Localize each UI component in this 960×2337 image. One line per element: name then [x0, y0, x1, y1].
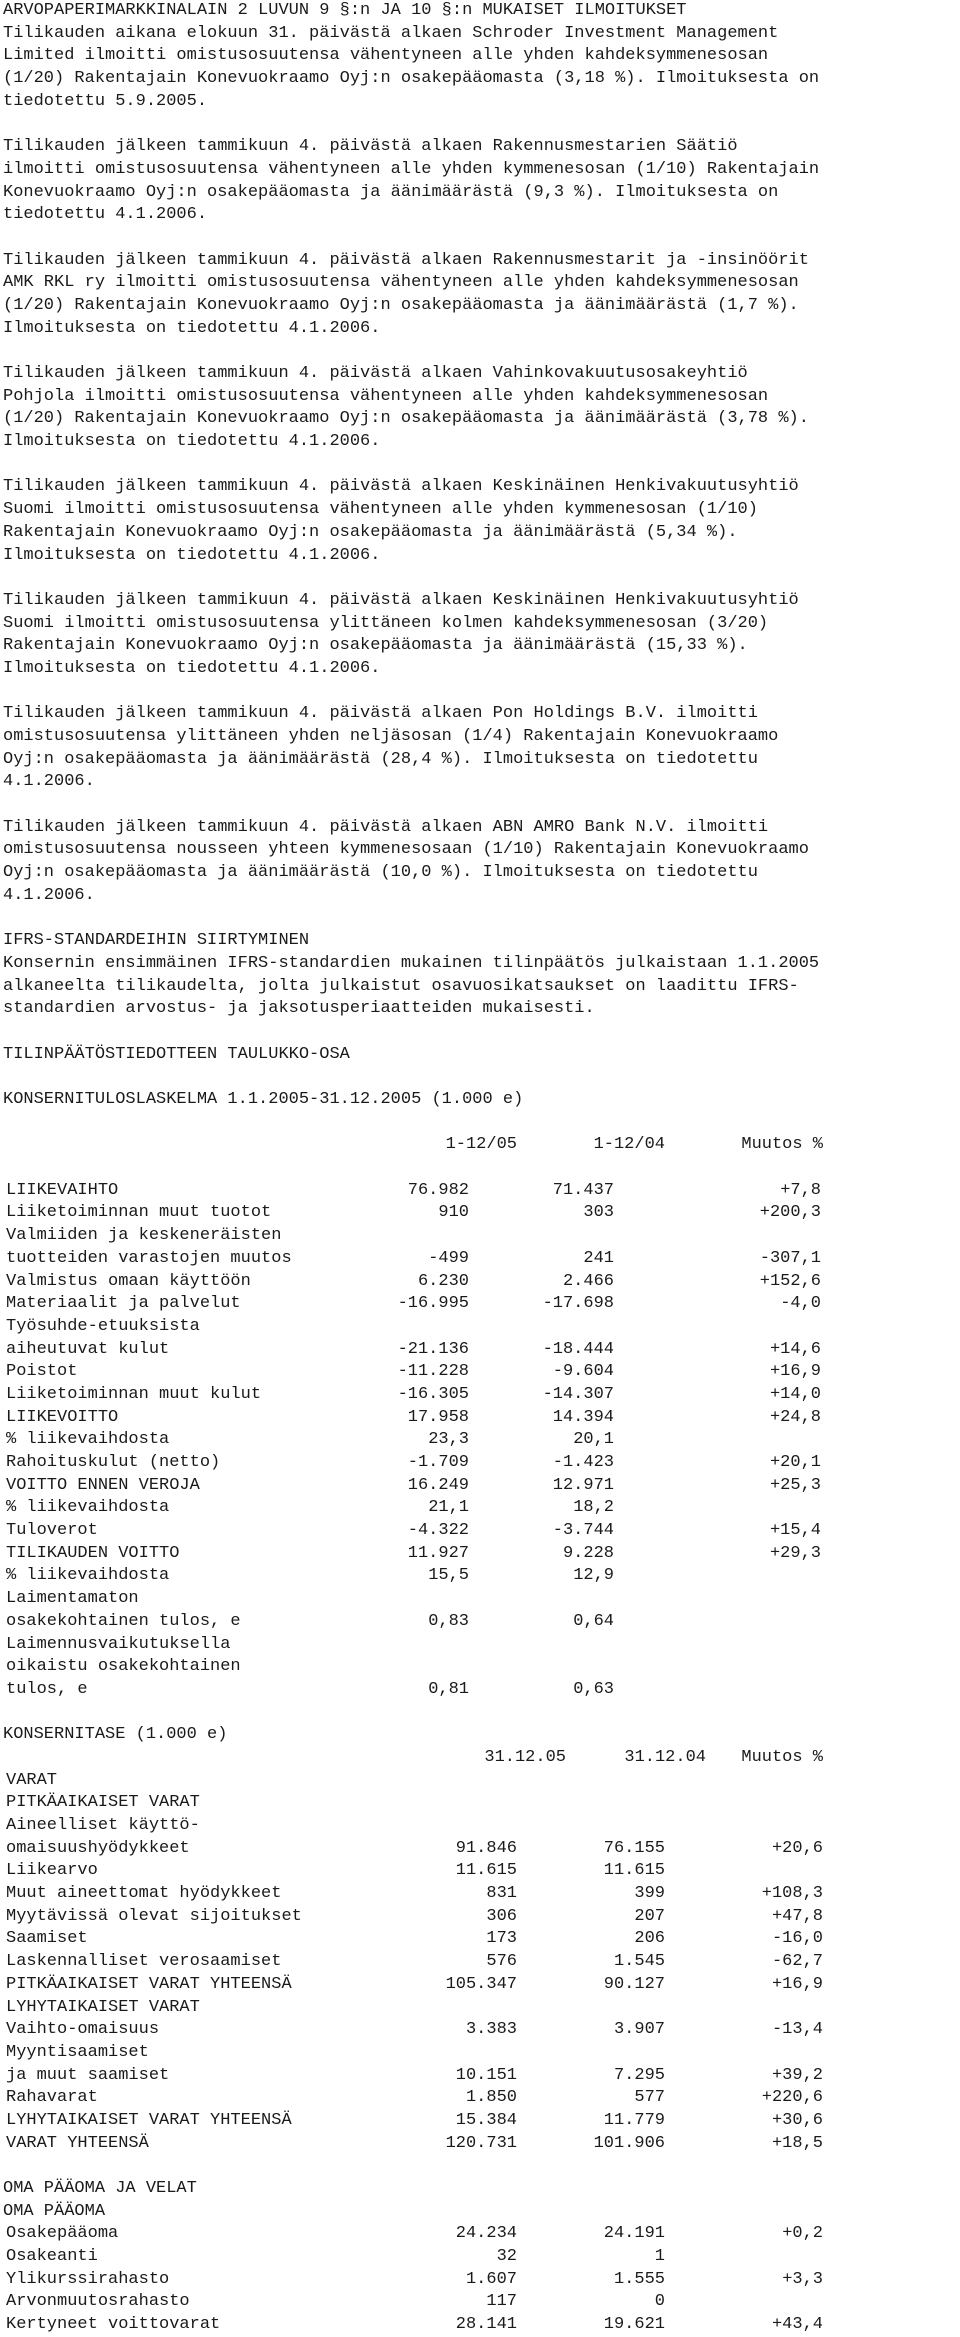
row-value-previous: 0: [654, 2292, 665, 2312]
table-row: [3, 1316, 948, 1339]
balance-header-col3: Muutos %: [741, 1747, 823, 1767]
table-row: [3, 1838, 948, 1861]
notice-paragraph: [3, 817, 948, 908]
notice-line: Tilikauden jälkeen tammikuun 4. päivästä alkaen Keskinäinen Henkivakuutusyhtiö: [3, 590, 799, 610]
notice-line: omistusosuutensa ylittäneen yhden neljäsosan (1/4) Rakentajain Konevuokraamo: [3, 727, 779, 746]
row-change: -16,0: [771, 1929, 823, 1949]
row-change: +39,2: [771, 2065, 823, 2085]
notice-line: Ilmoituksesta on tiedotettu 4.1.2006.: [3, 318, 381, 338]
notice-line: Tilikauden jälkeen tammikuun 4. päivästä alkaen Rakennusmestarit ja -insinöörit: [3, 250, 809, 270]
row-label: ja muut saamiset: [6, 2065, 170, 2085]
row-change: +0,2: [782, 2224, 823, 2244]
row-value-current: 576: [486, 1952, 517, 1972]
row-label: Aineelliset käyttö-: [6, 1816, 200, 1835]
equity-subtitle: OMA PÄÄOMA: [3, 2201, 106, 2221]
row-label: Liiketoiminnan muut tuotot: [6, 1203, 272, 1223]
row-label: LIIKEVAIHTO: [6, 1180, 119, 1200]
row-value-previous: 1.555: [613, 2269, 665, 2289]
row-value-current: 1.607: [465, 2269, 517, 2289]
row-value-previous: -14.307: [542, 1384, 614, 1404]
row-label: Muut aineettomat hyödykkeet: [6, 1884, 282, 1904]
notice-line: Ilmoituksesta on tiedotettu 4.1.2006.: [3, 545, 381, 565]
row-change: +7,8: [780, 1180, 821, 1200]
table-row: [3, 2042, 948, 2065]
row-change: +14,0: [769, 1384, 821, 1404]
row-value-previous: 207: [634, 1906, 665, 1926]
row-label: osakekohtainen tulos, e: [6, 1611, 241, 1631]
row-value-current: 3.383: [465, 2020, 517, 2040]
row-label: omaisuushyödykkeet: [6, 1838, 190, 1858]
row-change: +220,6: [761, 2088, 823, 2108]
row-value-current: 117: [486, 2292, 517, 2312]
row-value-previous: 1.545: [613, 1952, 665, 1972]
balance-header-col1: 31.12.05: [484, 1747, 566, 1767]
balance-header-row: [3, 1747, 948, 1770]
table-row: [3, 1815, 948, 1838]
row-value-current: 23,3: [428, 1430, 469, 1450]
row-value-current: 173: [486, 1929, 517, 1949]
ifrs-line: Konsernin ensimmäinen IFRS-standardien mukainen tilinpäätös julkaistaan 1.1.2005: [3, 953, 820, 973]
notice-line: 4.1.2006.: [3, 885, 95, 905]
notice-line: Oyj:n osakepääomasta ja äänimäärästä (28,4 %). Ilmoituksesta on tiedotettu: [3, 749, 758, 769]
row-value-previous: 76.155: [603, 1838, 665, 1858]
notice-line: Ilmoituksesta on tiedotettu 4.1.2006.: [3, 658, 381, 678]
row-label: VARAT YHTEENSÄ: [6, 2133, 149, 2153]
tables-heading-text: TILINPÄÄTÖSTIEDOTTEEN TAULUKKO-OSA: [3, 1044, 350, 1064]
table-row: [3, 1860, 948, 1883]
row-label: % liikevaihdosta: [6, 1566, 170, 1586]
row-value-previous: 9.228: [562, 1543, 614, 1563]
table-row: [3, 2314, 948, 2337]
row-label: Rahoituskulut (netto): [6, 1453, 221, 1472]
row-value-current: 105.347: [445, 1974, 517, 1994]
row-change: +25,3: [769, 1475, 821, 1495]
table-row: [3, 1951, 948, 1974]
row-change: +16,9: [771, 1974, 823, 1994]
row-value-previous: 90.127: [603, 1974, 665, 1994]
table-row: [3, 1679, 948, 1702]
row-value-previous: 20,1: [573, 1430, 614, 1450]
row-label: TILIKAUDEN VOITTO: [6, 1543, 180, 1563]
row-label: Arvonmuutosrahasto: [6, 2292, 190, 2312]
row-value-previous: 12.971: [552, 1475, 614, 1495]
row-change: +20,1: [769, 1453, 821, 1472]
table-row: [3, 1883, 948, 1906]
row-value-previous: -9.604: [552, 1362, 614, 1382]
row-value-previous: 0,63: [573, 1679, 614, 1699]
table-row: [3, 1475, 948, 1498]
equity-title: OMA PÄÄOMA JA VELAT: [3, 2179, 197, 2198]
notice-paragraph: [3, 476, 948, 567]
row-label: LYHYTAIKAISET VARAT: [6, 1997, 200, 2017]
row-label: Myyntisaamiset: [6, 2042, 149, 2062]
row-value-previous: 399: [634, 1884, 665, 1904]
row-value-current: -16.995: [397, 1294, 469, 1314]
income-rows: [3, 1180, 948, 1702]
row-label: Poistot: [6, 1362, 78, 1382]
table-row: [3, 1611, 948, 1634]
table-row: [3, 1180, 948, 1203]
row-value-current: 306: [486, 1906, 517, 1926]
table-row: [3, 1225, 948, 1248]
row-label: Materiaalit ja palvelut: [6, 1294, 241, 1314]
intro-line: Tilikauden aikana elokuun 31. päivästä alkaen Schroder Investment Management: [3, 23, 779, 43]
row-label: Osakepääoma: [6, 2224, 119, 2244]
row-value-current: 24.234: [455, 2224, 517, 2244]
notice-line: 4.1.2006.: [3, 772, 95, 792]
row-value-previous: -17.698: [542, 1294, 614, 1314]
notice-line: Suomi ilmoitti omistusosuutensa vähentyneen alle yhden kymmenesosan (1/10): [3, 500, 758, 520]
equity-rows: [3, 2223, 948, 2336]
row-value-current: 120.731: [445, 2133, 517, 2153]
row-value-previous: 2.466: [562, 1271, 614, 1291]
row-label: oikaistu osakekohtainen: [6, 1657, 241, 1677]
row-value-current: 15.384: [455, 2110, 517, 2130]
notice-line: ilmoitti omistusosuutensa vähentyneen alle yhden kymmenesosan (1/10) Rakentajain: [3, 159, 820, 179]
row-value-current: -1.709: [407, 1453, 469, 1472]
row-change: +152,6: [759, 1271, 821, 1291]
notice-line: Konevuokraamo Oyj:n osakepääomasta ja äänimäärästä (9,3 %). Ilmoituksesta on: [3, 182, 779, 202]
row-value-previous: 11.779: [603, 2110, 665, 2130]
table-row: [3, 1974, 948, 1997]
notice-line: (1/20) Rakentajain Konevuokraamo Oyj:n osakepääomasta ja äänimäärästä (1,7 %).: [3, 295, 799, 315]
row-value-previous: 577: [634, 2088, 665, 2108]
row-value-current: -499: [428, 1248, 469, 1268]
notice-line: Ilmoituksesta on tiedotettu 4.1.2006.: [3, 432, 381, 452]
row-change: +200,3: [759, 1203, 821, 1223]
row-value-previous: 3.907: [613, 2020, 665, 2040]
income-header-col2: 1-12/04: [593, 1135, 665, 1155]
table-row: [3, 1361, 948, 1384]
row-label: PITKÄAIKAISET VARAT YHTEENSÄ: [6, 1974, 292, 1994]
row-value-previous: 71.437: [552, 1180, 614, 1200]
table-row: [3, 2110, 948, 2133]
notice-line: Tilikauden jälkeen tammikuun 4. päivästä alkaen Rakennusmestarien Säätiö: [3, 137, 738, 157]
notice-line: Suomi ilmoitti omistusosuutensa ylittäneen kolmen kahdeksymmenesosan (3/20): [3, 613, 769, 633]
notice-paragraph: [3, 590, 948, 681]
row-change: +18,5: [771, 2133, 823, 2153]
row-label: % liikevaihdosta: [6, 1430, 170, 1450]
table-row: [3, 1792, 948, 1815]
table-row: [3, 1293, 948, 1316]
row-value-previous: 303: [583, 1203, 614, 1223]
row-value-current: 15,5: [428, 1566, 469, 1586]
row-change: +3,3: [782, 2269, 823, 2289]
row-value-current: 11.615: [455, 1861, 517, 1881]
intro-notice: [3, 0, 948, 113]
row-label: Vaihto-omaisuus: [6, 2020, 160, 2040]
row-label: aiheutuvat kulut: [6, 1339, 170, 1359]
row-change: +43,4: [771, 2315, 823, 2335]
row-value-current: 17.958: [407, 1407, 469, 1427]
row-value-previous: 206: [634, 1929, 665, 1949]
row-value-current: 0,83: [428, 1611, 469, 1631]
row-value-current: 28.141: [455, 2315, 517, 2335]
row-label: Osakeanti: [6, 2247, 98, 2267]
row-label: Saamiset: [6, 1929, 88, 1949]
table-row: [3, 1634, 948, 1657]
table-row: [3, 1565, 948, 1588]
table-row: [3, 1407, 948, 1430]
table-row: [3, 2291, 948, 2314]
row-change: +30,6: [771, 2110, 823, 2130]
row-label: Ylikurssirahasto: [6, 2269, 170, 2289]
tables-heading: [3, 1044, 948, 1067]
row-value-previous: 1: [654, 2247, 665, 2267]
row-label: Rahavarat: [6, 2088, 98, 2108]
table-row: [3, 1520, 948, 1543]
row-value-previous: 18,2: [573, 1498, 614, 1518]
income-header-col1: 1-12/05: [445, 1135, 517, 1155]
row-value-current: 32: [496, 2247, 517, 2267]
notice-line: omistusosuutensa nousseen yhteen kymmenesosaan (1/10) Rakentajain Konevuokraamo: [3, 840, 809, 860]
table-row: [3, 1384, 948, 1407]
intro-line: ARVOPAPERIMARKKINALAIN 2 LUVUN 9 §:n JA 10 §:n MUKAISET ILMOITUKSET: [3, 1, 687, 20]
table-row: [3, 2065, 948, 2088]
row-change: +20,6: [771, 1838, 823, 1858]
row-label: LYHYTAIKAISET VARAT YHTEENSÄ: [6, 2110, 292, 2130]
intro-line: tiedotettu 5.9.2005.: [3, 91, 208, 111]
ifrs-line: alkaneelta tilikaudelta, jolta julkaistut osavuosikatsaukset on laadittu IFRS-: [3, 976, 799, 996]
balance-title: KONSERNITASE (1.000 e): [3, 1725, 228, 1745]
income-header-col3: Muutos %: [741, 1135, 823, 1155]
row-change: -4,0: [780, 1294, 821, 1314]
ifrs-heading: IFRS-STANDARDEIHIN SIIRTYMINEN: [3, 931, 310, 951]
row-label: Tuloverot: [6, 1521, 98, 1541]
row-value-previous: 0,64: [573, 1611, 614, 1631]
row-value-current: 831: [486, 1884, 517, 1904]
row-label: VARAT: [6, 1770, 58, 1790]
table-row: [3, 2087, 948, 2110]
row-value-previous: 11.615: [603, 1861, 665, 1881]
table-row: [3, 1543, 948, 1566]
row-label: VOITTO ENNEN VEROJA: [6, 1475, 200, 1495]
table-row: [3, 1906, 948, 1929]
notice-line: Tilikauden jälkeen tammikuun 4. päivästä alkaen Keskinäinen Henkivakuutusyhtiö: [3, 477, 799, 497]
row-value-current: -4.322: [407, 1521, 469, 1541]
row-value-current: 76.982: [407, 1180, 469, 1200]
notice-line: Rakentajain Konevuokraamo Oyj:n osakepääomasta ja äänimäärästä (5,34 %).: [3, 522, 738, 542]
row-value-previous: 241: [583, 1248, 614, 1268]
table-row: [3, 2269, 948, 2292]
notice-line: Oyj:n osakepääomasta ja äänimäärästä (10,0 %). Ilmoituksesta on tiedotettu: [3, 863, 758, 883]
table-row: [3, 1202, 948, 1225]
row-value-current: 10.151: [455, 2065, 517, 2085]
table-row: [3, 1452, 948, 1475]
row-value-previous: 24.191: [603, 2224, 665, 2244]
table-row: [3, 1339, 948, 1362]
row-label: Liikearvo: [6, 1861, 98, 1881]
ifrs-line: standardien arvostus- ja jaksotusperiaatteiden mukaisesti.: [3, 999, 595, 1019]
balance-rows: [3, 1770, 948, 2156]
row-label: Kertyneet voittovarat: [6, 2315, 221, 2335]
row-value-current: 0,81: [428, 1679, 469, 1699]
row-label: Myytävissä olevat sijoitukset: [6, 1906, 302, 1926]
row-label: Valmiiden ja keskeneräisten: [6, 1226, 282, 1246]
income-statement: [3, 1089, 948, 1702]
row-value-previous: 101.906: [593, 2133, 665, 2153]
row-change: -307,1: [759, 1248, 821, 1268]
table-row: [3, 2133, 948, 2156]
income-title: KONSERNITULOSLASKELMA 1.1.2005-31.12.2005 (1.000 e): [3, 1090, 524, 1109]
row-value-current: 91.846: [455, 1838, 517, 1858]
notice-paragraph: [3, 703, 948, 794]
row-change: +14,6: [769, 1339, 821, 1359]
row-value-previous: 7.295: [613, 2065, 665, 2085]
row-value-previous: -18.444: [542, 1339, 614, 1359]
row-label: PITKÄAIKAISET VARAT: [6, 1793, 200, 1813]
table-row: [3, 2019, 948, 2042]
intro-line: (1/20) Rakentajain Konevuokraamo Oyj:n osakepääomasta (3,18 %). Ilmoituksesta on: [3, 69, 820, 89]
notice-paragraph: [3, 363, 948, 454]
row-change: +24,8: [769, 1407, 821, 1427]
row-value-previous: 14.394: [552, 1407, 614, 1427]
row-value-current: -16.305: [397, 1384, 469, 1404]
row-change: +108,3: [761, 1884, 823, 1904]
row-value-current: 6.230: [417, 1271, 469, 1291]
row-value-previous: -3.744: [552, 1521, 614, 1541]
row-value-previous: -1.423: [552, 1453, 614, 1472]
table-row: [3, 1770, 948, 1793]
row-change: -13,4: [771, 2020, 823, 2040]
notice-line: tiedotettu 4.1.2006.: [3, 205, 208, 225]
income-header-row: [3, 1134, 948, 1157]
ifrs-section: [3, 930, 948, 1021]
notice-line: Pohjola ilmoitti omistusosuutensa vähentyneen alle yhden kahdeksymmenesosan: [3, 386, 769, 406]
row-label: Valmistus omaan käyttöön: [6, 1271, 251, 1291]
row-value-previous: 12,9: [573, 1566, 614, 1586]
balance-sheet: [3, 1724, 948, 2337]
row-change: -62,7: [771, 1952, 823, 1972]
notice-list: [3, 136, 948, 907]
table-row: [3, 2223, 948, 2246]
row-change: +29,3: [769, 1543, 821, 1563]
notice-line: Tilikauden jälkeen tammikuun 4. päivästä alkaen Vahinkovakuutusosakeyhtiö: [3, 364, 748, 383]
table-row: [3, 1248, 948, 1271]
balance-header-col2: 31.12.04: [624, 1747, 706, 1767]
table-row: [3, 1497, 948, 1520]
row-label: Laimennusvaikutuksella: [6, 1634, 231, 1654]
table-row: [3, 1656, 948, 1679]
row-value-current: 1.850: [465, 2088, 517, 2108]
row-label: Liiketoiminnan muut kulut: [6, 1384, 262, 1404]
row-label: tuotteiden varastojen muutos: [6, 1248, 292, 1268]
notice-line: Rakentajain Konevuokraamo Oyj:n osakepääomasta ja äänimäärästä (15,33 %).: [3, 636, 748, 656]
notice-line: AMK RKL ry ilmoitti omistusosuutensa vähentyneen alle yhden kahdeksymmenesosan: [3, 273, 799, 293]
intro-line: Limited ilmoitti omistusosuutensa vähentyneen alle yhden kahdeksymmenesosan: [3, 46, 769, 66]
row-value-current: 21,1: [428, 1498, 469, 1518]
row-value-current: 11.927: [407, 1543, 469, 1563]
row-change: +16,9: [769, 1362, 821, 1382]
notice-paragraph: [3, 250, 948, 341]
row-label: Työsuhde-etuuksista: [6, 1316, 200, 1336]
row-label: tulos, e: [6, 1679, 88, 1699]
row-change: +15,4: [769, 1521, 821, 1541]
table-row: [3, 1271, 948, 1294]
row-value-previous: 19.621: [603, 2315, 665, 2335]
table-row: [3, 1588, 948, 1611]
table-row: [3, 2246, 948, 2269]
row-value-current: 16.249: [407, 1475, 469, 1495]
table-row: [3, 1928, 948, 1951]
row-label: % liikevaihdosta: [6, 1498, 170, 1518]
row-value-current: -21.136: [397, 1339, 469, 1359]
row-label: LIIKEVOITTO: [6, 1407, 119, 1427]
table-row: [3, 1429, 948, 1452]
row-change: +47,8: [771, 1906, 823, 1926]
notice-line: Tilikauden jälkeen tammikuun 4. päivästä alkaen Pon Holdings B.V. ilmoitti: [3, 704, 758, 724]
notice-line: Tilikauden jälkeen tammikuun 4. päivästä alkaen ABN AMRO Bank N.V. ilmoitti: [3, 817, 769, 837]
notice-line: (1/20) Rakentajain Konevuokraamo Oyj:n osakepääomasta ja äänimäärästä (3,78 %).: [3, 409, 809, 429]
notice-paragraph: [3, 136, 948, 227]
row-label: Laimentamaton: [6, 1589, 139, 1609]
table-row: [3, 1997, 948, 2020]
row-label: Laskennalliset verosaamiset: [6, 1952, 282, 1972]
row-value-current: -11.228: [397, 1362, 469, 1382]
row-value-current: 910: [438, 1203, 469, 1223]
